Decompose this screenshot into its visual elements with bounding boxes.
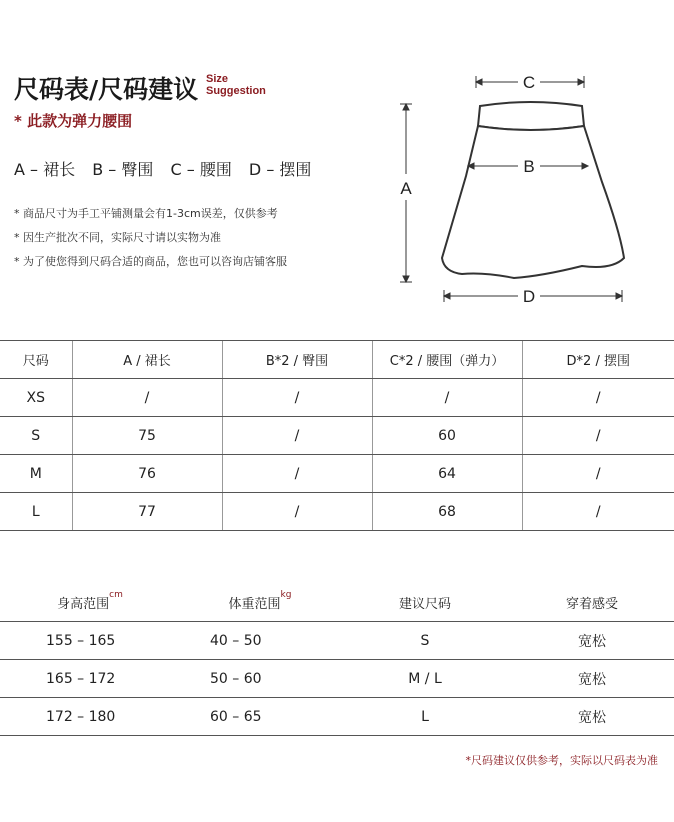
unit-kg: kg (280, 590, 292, 600)
header-cell-height: 身高范围$^{cm}$ (0, 584, 180, 622)
elastic-waist-note: * 此款为弹力腰围 (14, 112, 133, 130)
skirt-diagram (392, 64, 632, 310)
table-cell: 宽松 (510, 698, 674, 736)
table-cell: S (340, 622, 510, 660)
table-cell: 64 (372, 455, 522, 493)
table-row (0, 698, 674, 736)
table-cell: 60 (372, 417, 522, 455)
note-3: * 为了使您得到尺码合适的商品，您也可以咨询店铺客服 (14, 255, 287, 268)
table-row (0, 493, 674, 531)
size-table-header (0, 341, 674, 379)
suggestion-table-header (0, 584, 674, 622)
table-cell: / (522, 417, 674, 455)
legend-d: D – 摆围 (248, 160, 312, 179)
page-subtitle (206, 73, 266, 97)
table-cell: XS (0, 379, 72, 417)
header-cell: B*2 / 臀围 (222, 341, 372, 379)
size-suggestion-table (0, 584, 674, 736)
legend-b: B – 臀围 (92, 160, 154, 179)
header-cell: C*2 / 腰围（弹力） (372, 341, 522, 379)
table-cell: 76 (72, 455, 222, 493)
table-cell: 60 – 65 (180, 698, 340, 736)
label-b: B (523, 157, 535, 176)
table-cell: / (522, 379, 674, 417)
table-cell: / (222, 417, 372, 455)
table-cell: / (222, 455, 372, 493)
header-cell-weight: 体重范围$^{kg}$ (180, 584, 340, 622)
table-cell: / (522, 455, 674, 493)
note-2: * 因生产批次不同，实际尺寸请以实物为准 (14, 231, 221, 244)
page-title: 尺码表/尺码建议 (14, 75, 199, 104)
header-cell: 尺码 (0, 341, 72, 379)
table-cell: 宽松 (510, 660, 674, 698)
header-cell: 建议尺码 (340, 584, 510, 622)
table-cell: 宽松 (510, 622, 674, 660)
subtitle-line-1: Size (206, 73, 229, 85)
legend-a: A – 裙长 (14, 160, 76, 179)
table-row (0, 379, 674, 417)
table-row (0, 417, 674, 455)
table-cell: L (340, 698, 510, 736)
header-cell: A / 裙长 (72, 341, 222, 379)
table-row (0, 622, 674, 660)
footnote: *尺码建议仅供参考，实际以尺码表为准 (465, 754, 658, 767)
label-a: A (400, 179, 412, 198)
skirt-outline-icon (442, 102, 624, 278)
table-cell: / (222, 379, 372, 417)
table-row (0, 660, 674, 698)
size-table (0, 340, 674, 531)
table-cell: 155 – 165 (0, 622, 180, 660)
subtitle-line-2: Suggestion (206, 85, 266, 97)
measurement-notes (14, 202, 287, 274)
table-cell: 75 (72, 417, 222, 455)
table-cell: 68 (372, 493, 522, 531)
table-cell: / (222, 493, 372, 531)
legend-c: C – 腰围 (170, 160, 232, 179)
table-cell: / (372, 379, 522, 417)
table-cell: M / L (340, 660, 510, 698)
label-c: C (522, 73, 536, 92)
table-cell: / (72, 379, 222, 417)
table-cell: M (0, 455, 72, 493)
note-1: * 商品尺寸为手工平铺测量会有1-3cm误差，仅供参考 (14, 207, 278, 220)
table-row (0, 455, 674, 493)
header-cell: D*2 / 摆围 (522, 341, 674, 379)
table-cell: 50 – 60 (180, 660, 340, 698)
header-cell: 穿着感受 (510, 584, 674, 622)
table-cell: 77 (72, 493, 222, 531)
table-cell: 165 – 172 (0, 660, 180, 698)
unit-cm: cm (109, 590, 123, 600)
table-cell: L (0, 493, 72, 531)
label-d: D (522, 287, 536, 306)
table-cell: / (522, 493, 674, 531)
measurement-legend (14, 157, 323, 180)
table-cell: 40 – 50 (180, 622, 340, 660)
table-cell: S (0, 417, 72, 455)
table-cell: 172 – 180 (0, 698, 180, 736)
